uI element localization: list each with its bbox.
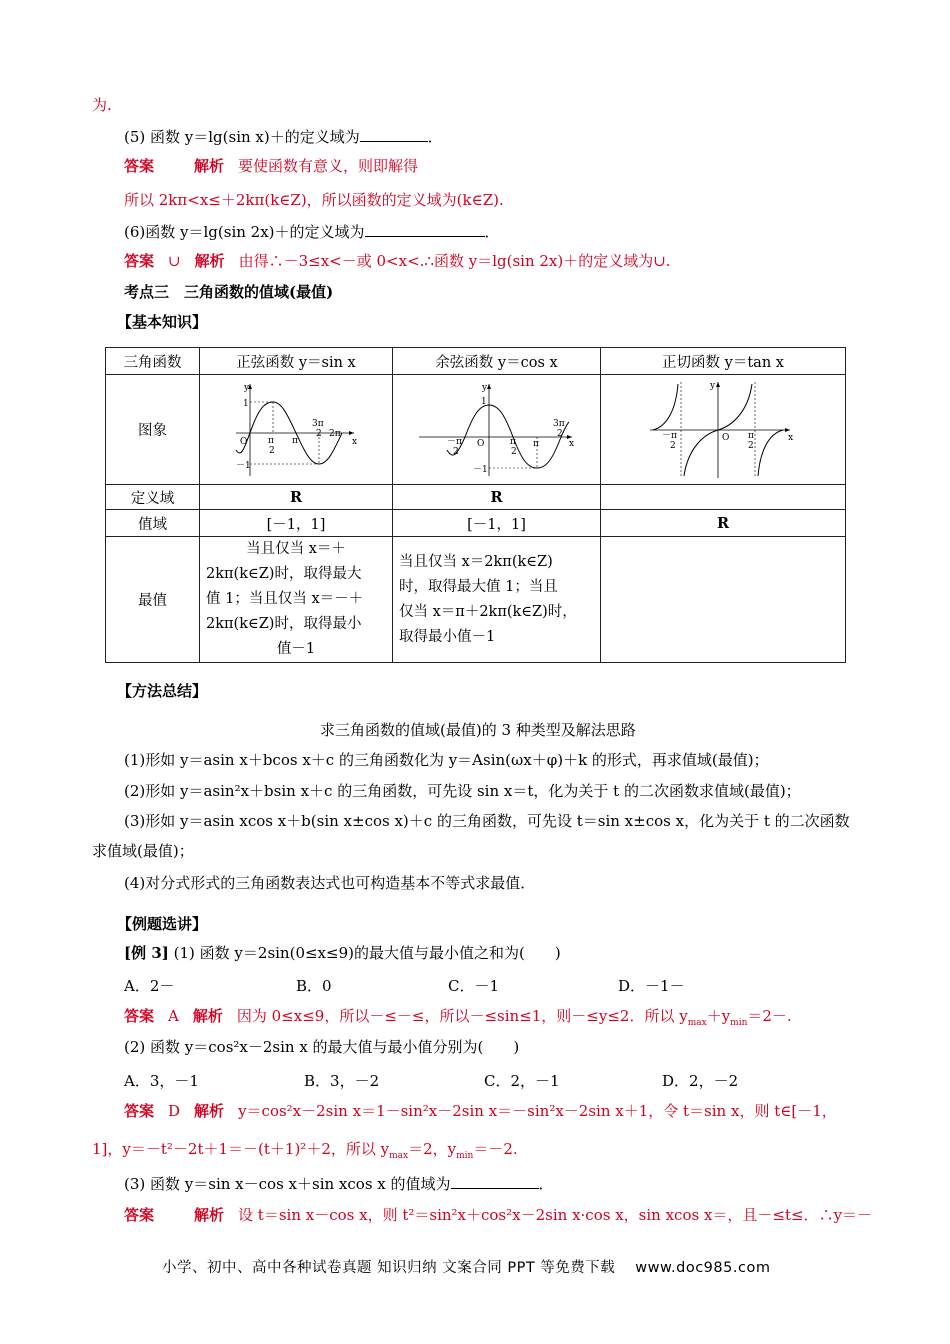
tick-label-neg1: －1: [472, 464, 488, 475]
domain-tan: [601, 485, 846, 510]
range-tan: R: [601, 510, 846, 537]
answer-5: [124, 156, 418, 176]
question-6: [124, 221, 500, 242]
answer-ex3-2-line2: 1]，y＝－t²－2t＋1＝－(t＋1)²＋2，所以 $y_{max}=2$，$y_{min}=-2$.: [92, 1140, 518, 1161]
range-cos: [－1，1]: [393, 510, 601, 537]
tick-label-pi: π: [532, 438, 539, 449]
question-5: [124, 126, 443, 147]
answer-blank: [360, 126, 428, 142]
method-subtitle: 求三角函数的值域(最值)的 3 种类型及解法思路: [320, 721, 636, 739]
y-arrow: [487, 384, 491, 389]
tick-label-two: 2: [268, 445, 275, 456]
extreme-sin: 当且仅当 x＝＋ 2kπ(k∈Z)时，取得最大 值 1；当且仅当 x＝－＋ 2kπ(k∈Z)时，取得最小 值－1: [200, 537, 393, 663]
tick-label-neg1: －1: [235, 460, 251, 471]
answer-6: [124, 251, 671, 271]
extreme-cos: 当且仅当 x＝2kπ(k∈Z) 时，取得最大值 1；当且 仅当 x＝π＋2kπ(k∈Z)时， 取得最小值－1: [393, 537, 601, 663]
option-a: A．3，－1: [124, 1072, 199, 1090]
answer-5-text: 要使函数有意义，则即解得: [238, 157, 419, 175]
cosine-curve: [447, 405, 569, 468]
tick-label-two: 2: [670, 440, 676, 451]
axis-label-x: x: [351, 436, 357, 447]
footer-text: 小学、初中、高中各种试卷真题 知识归纳 文案合同 PPT 等免费下载: [162, 1260, 616, 1276]
example-3-q3: (3) 函数 y＝sin x－cos x＋sin xcos x 的值域为 ．: [124, 1175, 554, 1193]
answer-6-value: ∪: [168, 252, 181, 270]
axis-label-x: x: [788, 432, 794, 443]
tick-label-1: 1: [242, 398, 249, 409]
analysis-label: 解析: [194, 157, 225, 175]
answer-label: 答案: [124, 252, 155, 270]
answer-ex3-3: 答案 解析 设 t＝sin x－cos x，则 t²＝sin²x＋cos²x－2sin x·cos x，sin xcos x＝，且－≤t≤．∴y＝－: [124, 1206, 873, 1224]
axis-label-y: y: [481, 382, 487, 393]
option-b: B．3，－2: [304, 1072, 380, 1090]
trig-function-table: [105, 347, 846, 663]
example-3-q2: (2) 函数 y＝cos²x－2sin x 的最大值与最小值分别为( ): [124, 1038, 520, 1056]
axis-label-y: y: [243, 382, 249, 393]
tick-label-two: 2: [556, 428, 563, 439]
table-row-range: [106, 510, 846, 537]
table-header: 正弦函数 y＝sin x: [200, 348, 393, 375]
x-arrow: [785, 428, 790, 432]
tick-label-2pi: 2π: [328, 428, 341, 439]
tick-label-pi: π: [291, 435, 298, 446]
origin-label: O: [476, 438, 484, 449]
tick-label-two: 2: [315, 428, 322, 439]
answer-label: 答案: [124, 157, 155, 175]
y-arrow: [716, 382, 720, 387]
row-label: 最值: [106, 537, 200, 663]
domain-sin: R: [200, 485, 393, 510]
answer-5-line2: 所以 2kπ<x≤＋2kπ(k∈Z)，所以函数的定义域为(k∈Z).: [124, 191, 504, 209]
tick-label-3pi: 3π: [311, 418, 324, 429]
option-b: B．0: [296, 977, 332, 995]
extreme-tan: [601, 537, 846, 663]
tangent-branch: [758, 430, 783, 476]
row-label: 图象: [106, 375, 200, 485]
row-label: 定义域: [106, 485, 200, 510]
row-label: 值域: [106, 510, 200, 537]
origin-label: O: [722, 432, 730, 443]
tangent-branch: [653, 384, 678, 430]
basic-knowledge-heading: 【基本知识】: [117, 313, 208, 331]
option-c: C．－1: [448, 977, 500, 995]
method-item: (4)对分式形式的三角函数表达式也可构造基本不等式求最值．: [124, 874, 536, 892]
method-heading: 【方法总结】: [117, 682, 208, 700]
method-item-cont: 求值域(最值)；: [92, 842, 194, 860]
domain-cos: R: [393, 485, 601, 510]
table-row-domain: [106, 485, 846, 510]
tangent-graph: [648, 378, 798, 482]
option-d: D．2，－2: [662, 1072, 739, 1090]
option-c: C．2，－1: [484, 1072, 560, 1090]
option-d: D．－1－: [618, 977, 685, 995]
cosine-graph: [417, 380, 577, 480]
table-header: 余弦函数 y＝cos x: [393, 348, 601, 375]
footer-url[interactable]: www.doc985.com: [635, 1260, 771, 1276]
question-5-text: (5) 函数 y＝lg(sin x)＋的定义域为: [124, 128, 360, 146]
tick-label-pi: π: [267, 435, 274, 446]
tick-label-neg-pi: －π: [662, 430, 677, 441]
tick-label-two: 2: [452, 446, 459, 457]
axis-label-x: x: [568, 438, 574, 449]
sine-graph: [234, 380, 359, 480]
method-item: (2)形如 y＝asin²x＋bsin x＋c 的三角函数，可先设 sin x＝t，化为关于 t 的二次函数求值域(最值)；: [124, 782, 801, 800]
table-header-row: [106, 348, 846, 375]
table-row-extreme: [106, 537, 846, 663]
page-footer: [162, 1256, 770, 1277]
tick-label-two: 2: [510, 446, 517, 457]
method-item: (3)形如 y＝asin xcos x＋b(sin x±cos x)＋c 的三角函数，可先设 t＝sin x±cos x，化为关于 t 的二次函数: [124, 812, 850, 830]
examples-heading: 【例题选讲】: [117, 915, 208, 933]
analysis-label: 解析: [194, 252, 225, 270]
answer-ex3-1: 答案 A 解析 因为 0≤x≤9，所以－≤－≤，所以－≤sin≤1，则－≤y≤2．所以 $y_{max}+y_{min}=2-$.: [124, 1007, 792, 1028]
question-6-end: ．: [484, 223, 500, 241]
options-row: [124, 1071, 738, 1091]
example-3-q1: [例 3] (1) 函数 y＝2sin(0≤x≤9)的最大值与最小值之和为( ): [124, 944, 561, 962]
x-arrow: [349, 431, 354, 435]
section-title: 考点三 三角函数的值域(最值): [124, 283, 334, 301]
tick-label-pi: π: [748, 430, 754, 441]
origin-label: O: [239, 436, 247, 447]
example-label: [例 3]: [124, 944, 169, 962]
tick-label-neg-pi: －π: [446, 436, 462, 447]
continued-text: 为.: [92, 96, 112, 114]
axis-label-y: y: [710, 380, 716, 391]
answer-blank: [451, 1173, 539, 1189]
answer-blank: [365, 221, 485, 237]
range-sin: [－1，1]: [200, 510, 393, 537]
table-header: 三角函数: [106, 348, 200, 375]
option-a: A．2－: [124, 977, 175, 995]
tick-label-two: 2: [748, 440, 754, 451]
table-header: 正切函数 y＝tan x: [601, 348, 846, 375]
question-5-end: ．: [427, 128, 443, 146]
options-row: [124, 976, 685, 996]
answer-6-text: 由得∴－3≤x<－或 0<x<.∴函数 y＝lg(sin 2x)＋的定义域为∪.: [238, 252, 671, 270]
answer-ex3-2: 答案 D 解析 y＝cos²x－2sin x＝1－sin²x－2sin x＝－sin²x－2sin x＋1，令 t＝sin x，则 t∈[－1，: [124, 1102, 837, 1120]
tick-label-1: 1: [480, 396, 487, 407]
tick-label-pi: π: [509, 436, 516, 447]
question-6-text: (6)函数 y＝lg(sin 2x)＋的定义域为: [124, 223, 365, 241]
table-row-graph: [106, 375, 846, 485]
method-item: (1)形如 y＝asin x＋bcos x＋c 的三角函数化为 y＝Asin(ωx＋φ)＋k 的形式，再求值域(最值)；: [124, 751, 769, 769]
tick-label-3pi: 3π: [552, 418, 565, 429]
